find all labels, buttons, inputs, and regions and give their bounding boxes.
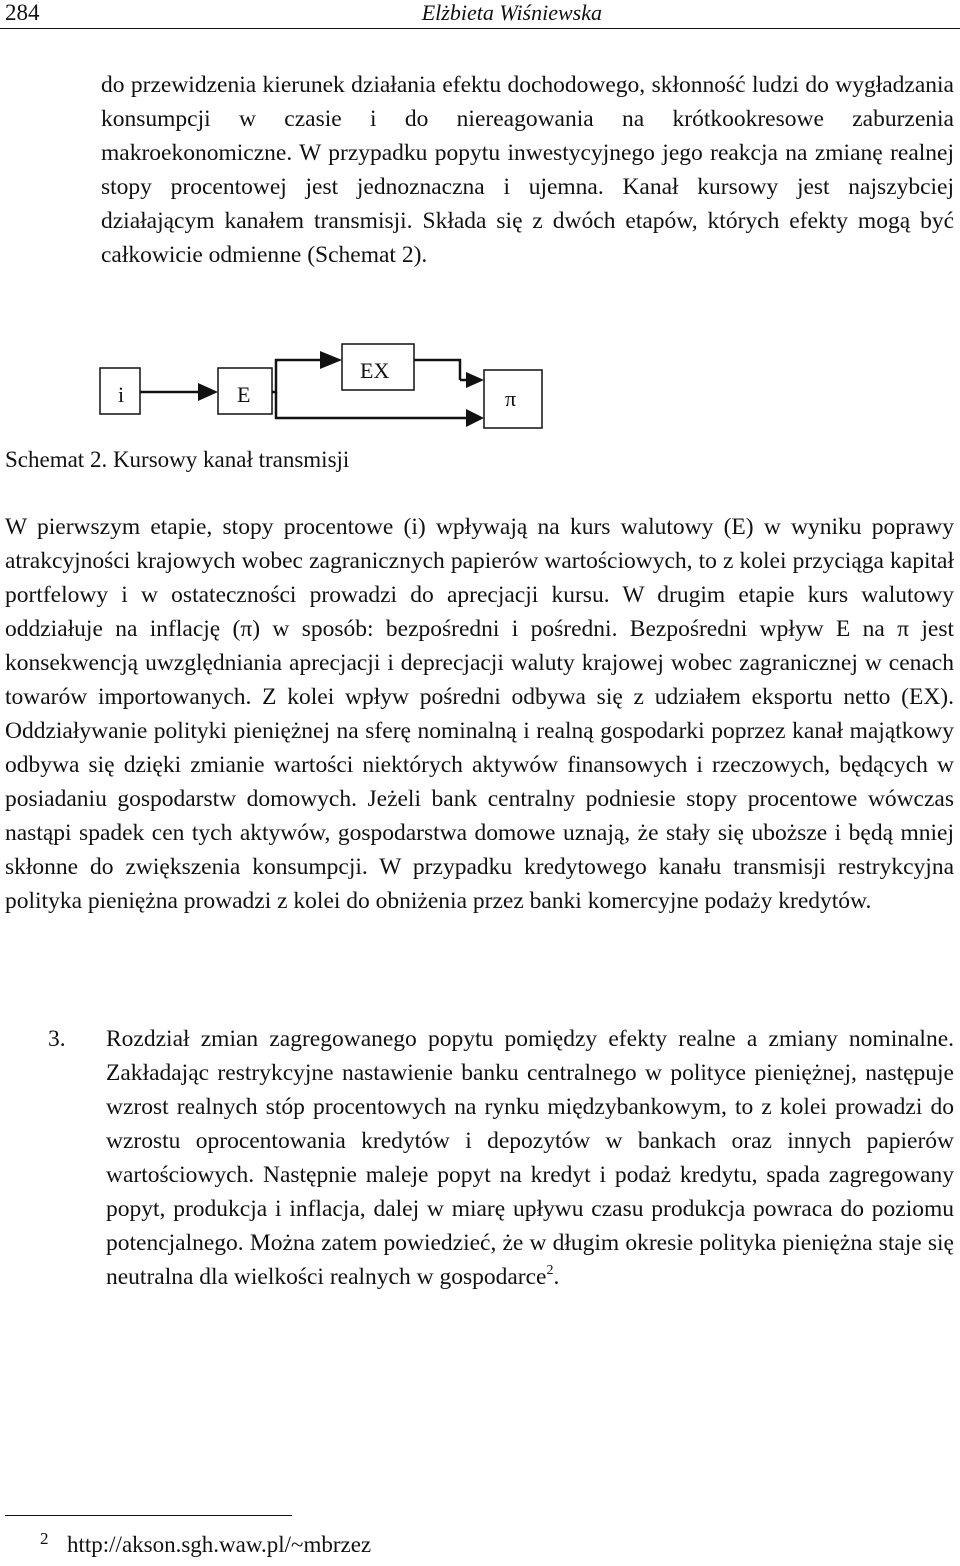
footnote-mark: 2 [40, 1529, 49, 1548]
arrowhead-e-pi [466, 409, 484, 427]
diagram-arrows [90, 340, 560, 440]
paragraph-main: W pierwszym etapie, stopy procentowe (i) wpływają na kurs walutowy (E) w wyniku poprawy atrakcyjności krajowych wobec zagranicznych papierów wartościowych, to z kolei przyciąga kapitał portfelowy i w ostateczności prowadzi do aprecjacji kursu. W drugim etapie kurs walutowy oddziałuje na inflację (π) w sposób: bezpośredni i pośredni. Bezpośredni wpływ E na π jest konsekwencją uwzględniania aprecjacji i deprecjacji waluty krajowej wobec zagranicznej w cenach towarów importowanych. Z kolei wpływ pośredni odbywa się z udziałem eksportu netto (EX). Oddziaływanie polityki pieniężnej na sferę nominalną i realną gospodarki poprzez kanał majątkowy odbywa się dzięki zmianie wartości niektórych aktywów finansowych i rzeczowych, będących w posiadaniu gospodarstw domowych. Jeżeli bank centralny podniesie stopy procentowe wówczas nastąpi spadek cen tych aktywów, gospodarstwa domowe uznają, że stały się uboższe i będą mniej skłonne do zwiększenia konsumpcji. W przypadku kredytowego kanału transmisji restrykcyjna polityka pieniężna prowadzi z kolei do obniżenia przez banki komercyjne podaży kredytów. [5, 514, 954, 914]
footnote-reference: 2 [546, 1263, 554, 1278]
node-e-label: E [237, 382, 251, 407]
list-item-number: 3. [48, 1026, 66, 1052]
transmission-diagram [90, 340, 560, 440]
node-i-label: i [118, 382, 125, 407]
node-ex-label: EX [360, 358, 390, 383]
page-header [0, 0, 960, 30]
arrow-e-pi [276, 392, 470, 418]
header-rule [0, 28, 960, 29]
list-item-text [106, 1022, 954, 1294]
paragraph-top: do przewidzenia kierunek działania efektu dochodowego, skłonność ludzi do wygładzania konsumpcji w czasie i do niereagowania na krótkookresowe zaburzenia makroekonomiczne. W przypadku popytu inwestycyjnego jego reakcja na zmianę realnej stopy procentowej jest jednoznaczna i ujemna. Kanał kursowy jest najszybciej działającym kanałem transmisji. Składa się z dwóch etapów, których efekty mogą być całkowicie odmienne (Schemat 2). [101, 72, 954, 268]
footnote-link[interactable]: http://akson.sgh.waw.pl/~mbrzez [67, 1532, 372, 1557]
diagram-caption: Schemat 2. Kursowy kanał transmisji [5, 447, 350, 472]
running-head-author: Elżbieta Wiśniewska [421, 0, 602, 25]
page-number: 284 [5, 0, 40, 25]
node-pi-label: π [505, 386, 517, 411]
list-item-end: . [553, 1264, 560, 1290]
arrowhead-i-e [198, 383, 218, 401]
arrowhead-e-ex [320, 351, 342, 369]
arrow-ex-pi [414, 360, 460, 380]
footnote-rule [5, 1515, 292, 1516]
list-item-body: Rozdział zmian zagregowanego popytu pomiędzy efekty realne a zmiany nominalne. Zakładając restrykcyjne nastawienie banku centralnego w polityce pieniężnej, następuje wzrost realnych stóp procentowych na rynku międzybankowym, to z kolei prowadzi do wzrostu oprocentowania kredytów i depozytów w bankach oraz innych papierów wartościowych. Następnie maleje popyt na kredyt i podaż kredytu, spada zagregowany popyt, produkcja i inflacja, dalej w miarę upływu czasu produkcja powraca do poziomu potencjalnego. Można zatem powiedzieć, że w długim okresie polityka pieniężna staje się neutralna dla wielkości realnych w gospodarce [106, 1026, 954, 1290]
